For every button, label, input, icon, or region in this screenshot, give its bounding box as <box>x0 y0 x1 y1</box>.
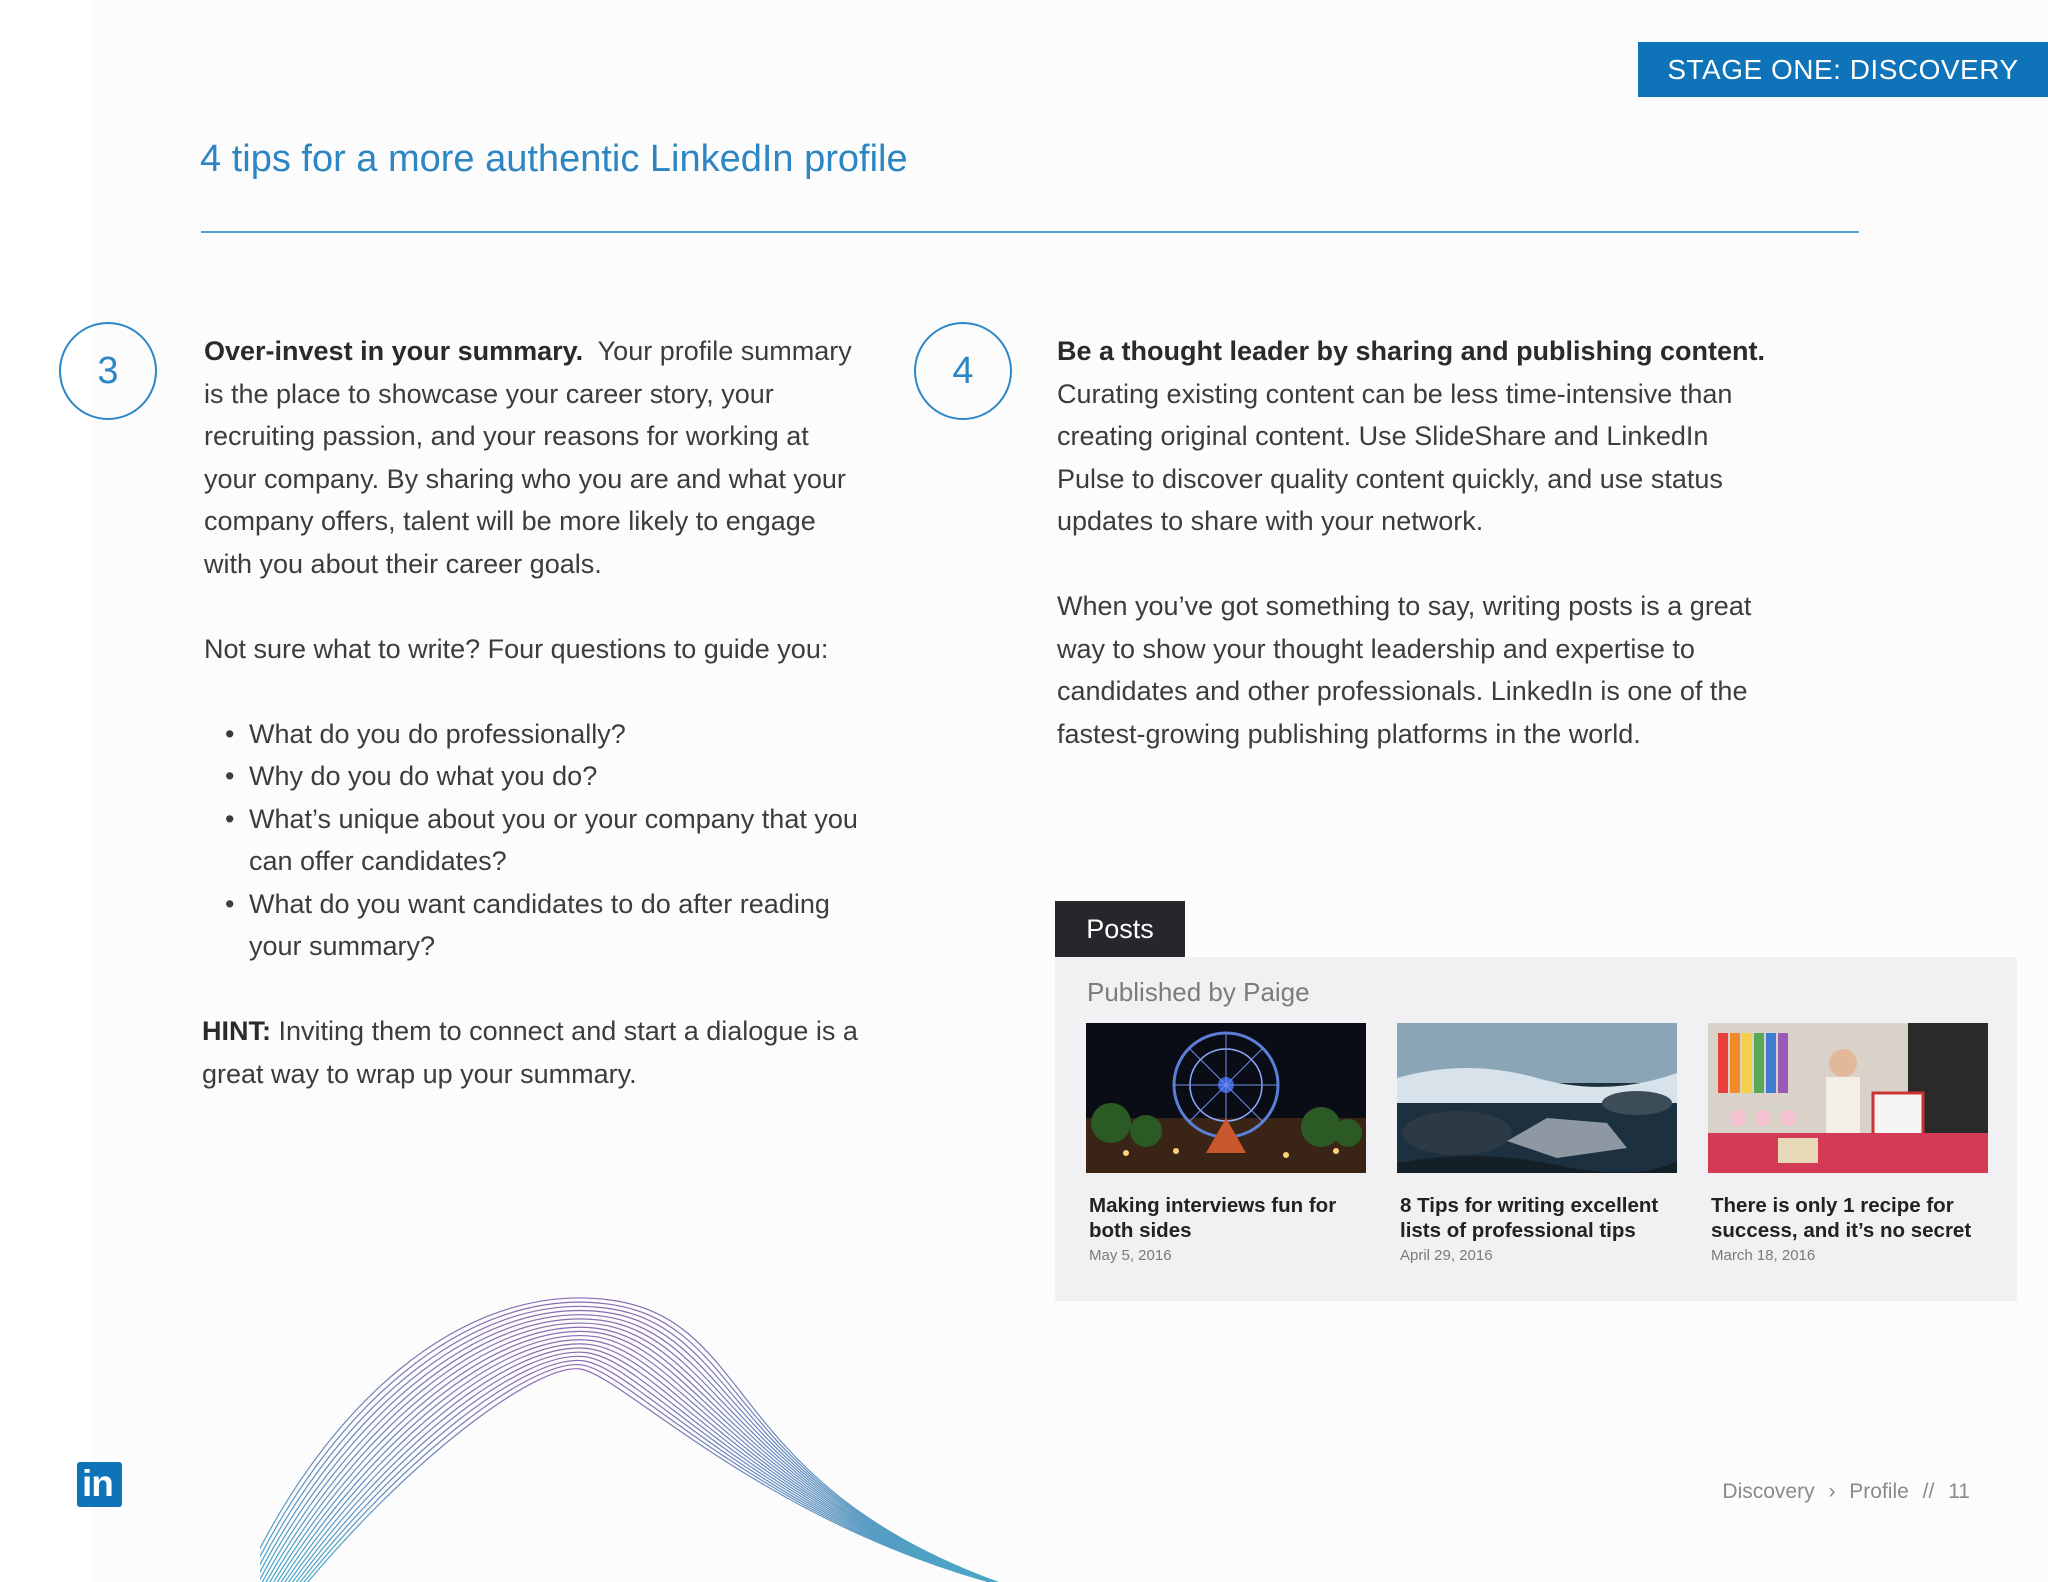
question-item: • Why do you do what you do? <box>249 755 864 798</box>
hint-label: HINT: <box>202 1016 271 1046</box>
tip-3-intro: Your profile summary is the place to showcase your career story, your recruiting passion, and your reasons for working at your company. By sharing who you are and what your company offers, talent will be more likely to engage with you about their career goals. <box>204 336 852 579</box>
tip-3-summary <box>204 330 864 585</box>
breadcrumb-section[interactable]: Discovery <box>1722 1480 1815 1503</box>
question-item: • What do you want candidates to do after reading your summary? <box>249 883 864 968</box>
breadcrumb-separator: › <box>1828 1480 1836 1503</box>
post-card[interactable] <box>1086 1023 1366 1264</box>
tip-4-body-1: Curating existing content can be less time-intensive than creating original content. Use SlideShare and LinkedIn Pulse to discover quality content quickly, and use status updates to share with your network. <box>1057 378 1733 536</box>
post-card[interactable] <box>1397 1023 1677 1264</box>
post-date: March 18, 2016 <box>1711 1247 1816 1264</box>
tip-4-lead: Be a thought leader by sharing and publishing content. <box>1057 336 1766 366</box>
tip-4-body-2: When you’ve got something to say, writing posts is a great way to show your thought leadership and expertise to candidates and other professionals. LinkedIn is one of the fastest-growing publishing platforms in the world. <box>1057 591 1752 749</box>
ferris-wheel-night-photo[interactable] <box>1086 1023 1366 1173</box>
post-card[interactable] <box>1708 1023 1988 1264</box>
tip-3-hint <box>202 1010 864 1095</box>
logo-text: in <box>82 1463 113 1504</box>
question-item: • What do you do professionally? <box>249 713 864 756</box>
page-title: 4 tips for a more authentic LinkedIn profile <box>200 138 908 180</box>
rocks-in-water-photo[interactable] <box>1397 1023 1677 1173</box>
hint-text: Inviting them to connect and start a dialogue is a great way to wrap up your summary. <box>202 1016 858 1089</box>
posts-tab[interactable]: Posts <box>1055 901 1185 957</box>
breadcrumb-page[interactable]: Profile <box>1849 1480 1909 1503</box>
linkedin-logo <box>77 1462 122 1507</box>
tip-4-paragraph-1 <box>1057 330 1777 543</box>
tip-4-content <box>1057 330 1777 755</box>
question-item: • What’s unique about you or your company that you can offer candidates? <box>249 798 864 883</box>
post-date: May 5, 2016 <box>1089 1247 1172 1264</box>
wave-line <box>260 1298 1020 1582</box>
page-number: 11 <box>1948 1480 1970 1503</box>
post-title[interactable]: Making interviews fun for both sides <box>1089 1194 1337 1242</box>
decorative-wave-lines <box>260 1290 1020 1582</box>
page-number-separator: // <box>1922 1480 1935 1503</box>
post-date: April 29, 2016 <box>1400 1247 1493 1264</box>
stage-badge: STAGE ONE: DISCOVERY <box>1638 42 2048 97</box>
title-divider <box>201 231 1859 233</box>
tip-3-content <box>204 330 864 1095</box>
tip-number-4: 4 <box>914 322 1012 420</box>
tip-3-questions-intro: Not sure what to write? Four questions to guide you: <box>204 633 829 664</box>
posts-panel <box>1055 957 2017 1301</box>
popcorn-vendor-photo[interactable] <box>1708 1023 1988 1173</box>
tip-3-lead: Over-invest in your summary. <box>204 336 584 366</box>
footer-breadcrumb <box>1718 1480 1974 1504</box>
published-by-label: Published by Paige <box>1087 977 1310 1007</box>
post-title[interactable]: 8 Tips for writing excellent lists of professional tips <box>1400 1194 1659 1242</box>
tip-3-question-list <box>204 713 864 968</box>
tip-number-3: 3 <box>59 322 157 420</box>
post-title[interactable]: There is only 1 recipe for success, and it’s no secret <box>1711 1194 1972 1242</box>
